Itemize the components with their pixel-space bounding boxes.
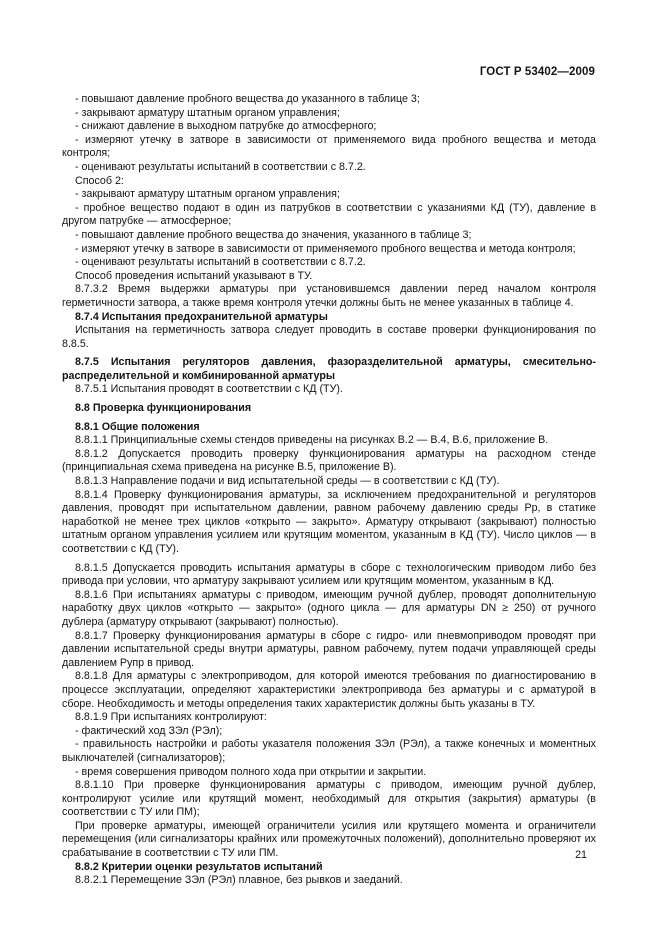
section-heading: 8.8 Проверка функционирования (75, 402, 252, 415)
section-heading: 8.8.2 Критерии оценки результатов испытаний (75, 860, 323, 873)
paragraph: - измеряют утечку в затворе в зависимости от применяемого пробного вещества и метода контроля; (75, 242, 576, 255)
paragraph: - оценивают результаты испытаний в соответствии с 8.7.2. (75, 256, 366, 269)
paragraph: - закрывают арматуру штатным органом управления; (75, 106, 340, 119)
paragraph: 8.8.1.3 Направление подачи и вид испытательной среды — в соответствии с КД (ТУ). (75, 475, 500, 488)
paragraph: 8.8.1.7 Проверку функционирования арматуры в сборе с гидро- или пневмоприводом проводят при давлении испытательной среды внутри арматуры, равном рабочему, путем подачи управляющей среды давлением Pупр в привод. (62, 629, 596, 669)
paragraph: При проверке арматуры, имеющей ограничители усилия или крутящего момента и ограничители перемещения (или сигнализаторы крайних или промежуточных положений), дополнительно проверяют их срабатывание в соответствии с ТУ или ПМ. (62, 819, 596, 860)
page-number: 21 (575, 849, 587, 861)
paragraph: 8.8.1.1 Принципиальные схемы стендов приведены на рисунках В.2 — В.4, В.6, приложение В. (75, 434, 549, 447)
paragraph: 8.8.1.6 При испытаниях арматуры с приводом, имеющим ручной дублер, проводят дополнительную наработку двух циклов «открыто — закрыто» (одного цикла — для арматуры DN ≥ 250) от ручного дублера (арматуру открывают (закрывают) полностью). (62, 588, 596, 628)
paragraph: - повышают давление пробного вещества до указанного в таблице 3; (75, 93, 420, 105)
paragraph: 8.8.1.8 Для арматуры с электроприводом, для которой имеются требования по диагностированию в процессе эксплуатации, определяют характеристики электропривода без арматуры и с арматурой в сборе. Необходимость и методы определения таких характеристик должны быть указаны в ТУ. (62, 670, 596, 710)
paragraph: 8.8.1.10 При проверке функционирования арматуры с приводом, имеющим ручной дублер, контролируют усилие или крутящий момент, необходимый для открытия (закрытия) арматуры (в соответствии с ТУ или ПМ); (62, 779, 596, 819)
paragraph: - время совершения приводом полного хода при открытии и закрытии. (75, 765, 427, 778)
paragraph: 8.8.1.9 При испытаниях контролируют: (75, 711, 267, 724)
paragraph: 8.8.1.5 Допускается проводить испытания арматуры в сборе с технологическим приводом либо без привода при условии, что арматуру закрывают усилием или крутящим моментом, указанным в КД. (62, 561, 596, 588)
paragraph: 8.7.3.2 Время выдержки арматуры при установившемся давлении перед началом контроля герметичности затвора, а также время контроля утечки должны быть не менее указанных в таблице 4. (62, 283, 596, 309)
paragraph: 8.7.5.1 Испытания проводят в соответствии с КД (ТУ). (75, 383, 343, 396)
paragraph: - снижают давление в выходном патрубке до атмосферного; (75, 120, 377, 133)
paragraph: - фактический ход ЗЭл (РЭл); (75, 724, 223, 737)
section-heading: 8.7.5 Испытания регуляторов давления, фазоразделительной арматуры, смесительно-распределительной и комбинированной арматуры (62, 356, 596, 382)
paragraph: - правильность настройки и работы указателя положения ЗЭл (РЭл), а также конечных и моментных выключателей (сигнализаторов); (62, 738, 596, 764)
section-heading: 8.8.1 Общие положения (75, 420, 200, 433)
paragraph: - повышают давление пробного вещества до значения, указанного в таблице 3; (75, 228, 472, 241)
paragraph: - оценивают результаты испытаний в соответствии с 8.7.2. (75, 160, 366, 173)
document-header: ГОСТ Р 53402—2009 (479, 66, 595, 78)
paragraph: Способ проведения испытаний указывают в ТУ. (75, 269, 313, 282)
paragraph: - измеряют утечку в затворе в зависимости от применяемого вида пробного вещества и метода контроля; (62, 133, 596, 160)
paragraph: Испытания на герметичность затвора следует проводить в составе проверки функционирования по 8.8.5. (62, 324, 596, 350)
paragraph: - закрывают арматуру штатным органом управления; (75, 188, 340, 201)
document-body (62, 93, 596, 888)
paragraph: 8.8.1.2 Допускается проводить проверку функционирования арматуры на расходном стенде (принципиальная схема приведена на рисунке В.5, приложение В). (62, 447, 596, 474)
paragraph: Способ 2: (75, 174, 124, 187)
paragraph: 8.8.2.1 Перемещение ЗЭл (РЭл) плавное, без рывков и заеданий. (75, 874, 403, 887)
paragraph: 8.8.1.4 Проверку функционирования арматуры, за исключением предохранительной и регуляторов давления, проводят при испытательном давлении, равном рабочему давлению среды Pр, в статике наработкой не менее трех циклов «открыто — закрыто». Арматуру открывают (закрывают) полностью штатным органом управления усилием или крутящим моментом, указанным в КД (ТУ). Число циклов — в соответствии с КД (ТУ). (62, 488, 596, 555)
paragraph: - пробное вещество подают в один из патрубков в соответствии с указаниями КД (ТУ), давление в другом патрубке — атмосферное; (62, 201, 596, 228)
section-heading: 8.7.4 Испытания предохранительной арматуры (75, 310, 328, 323)
